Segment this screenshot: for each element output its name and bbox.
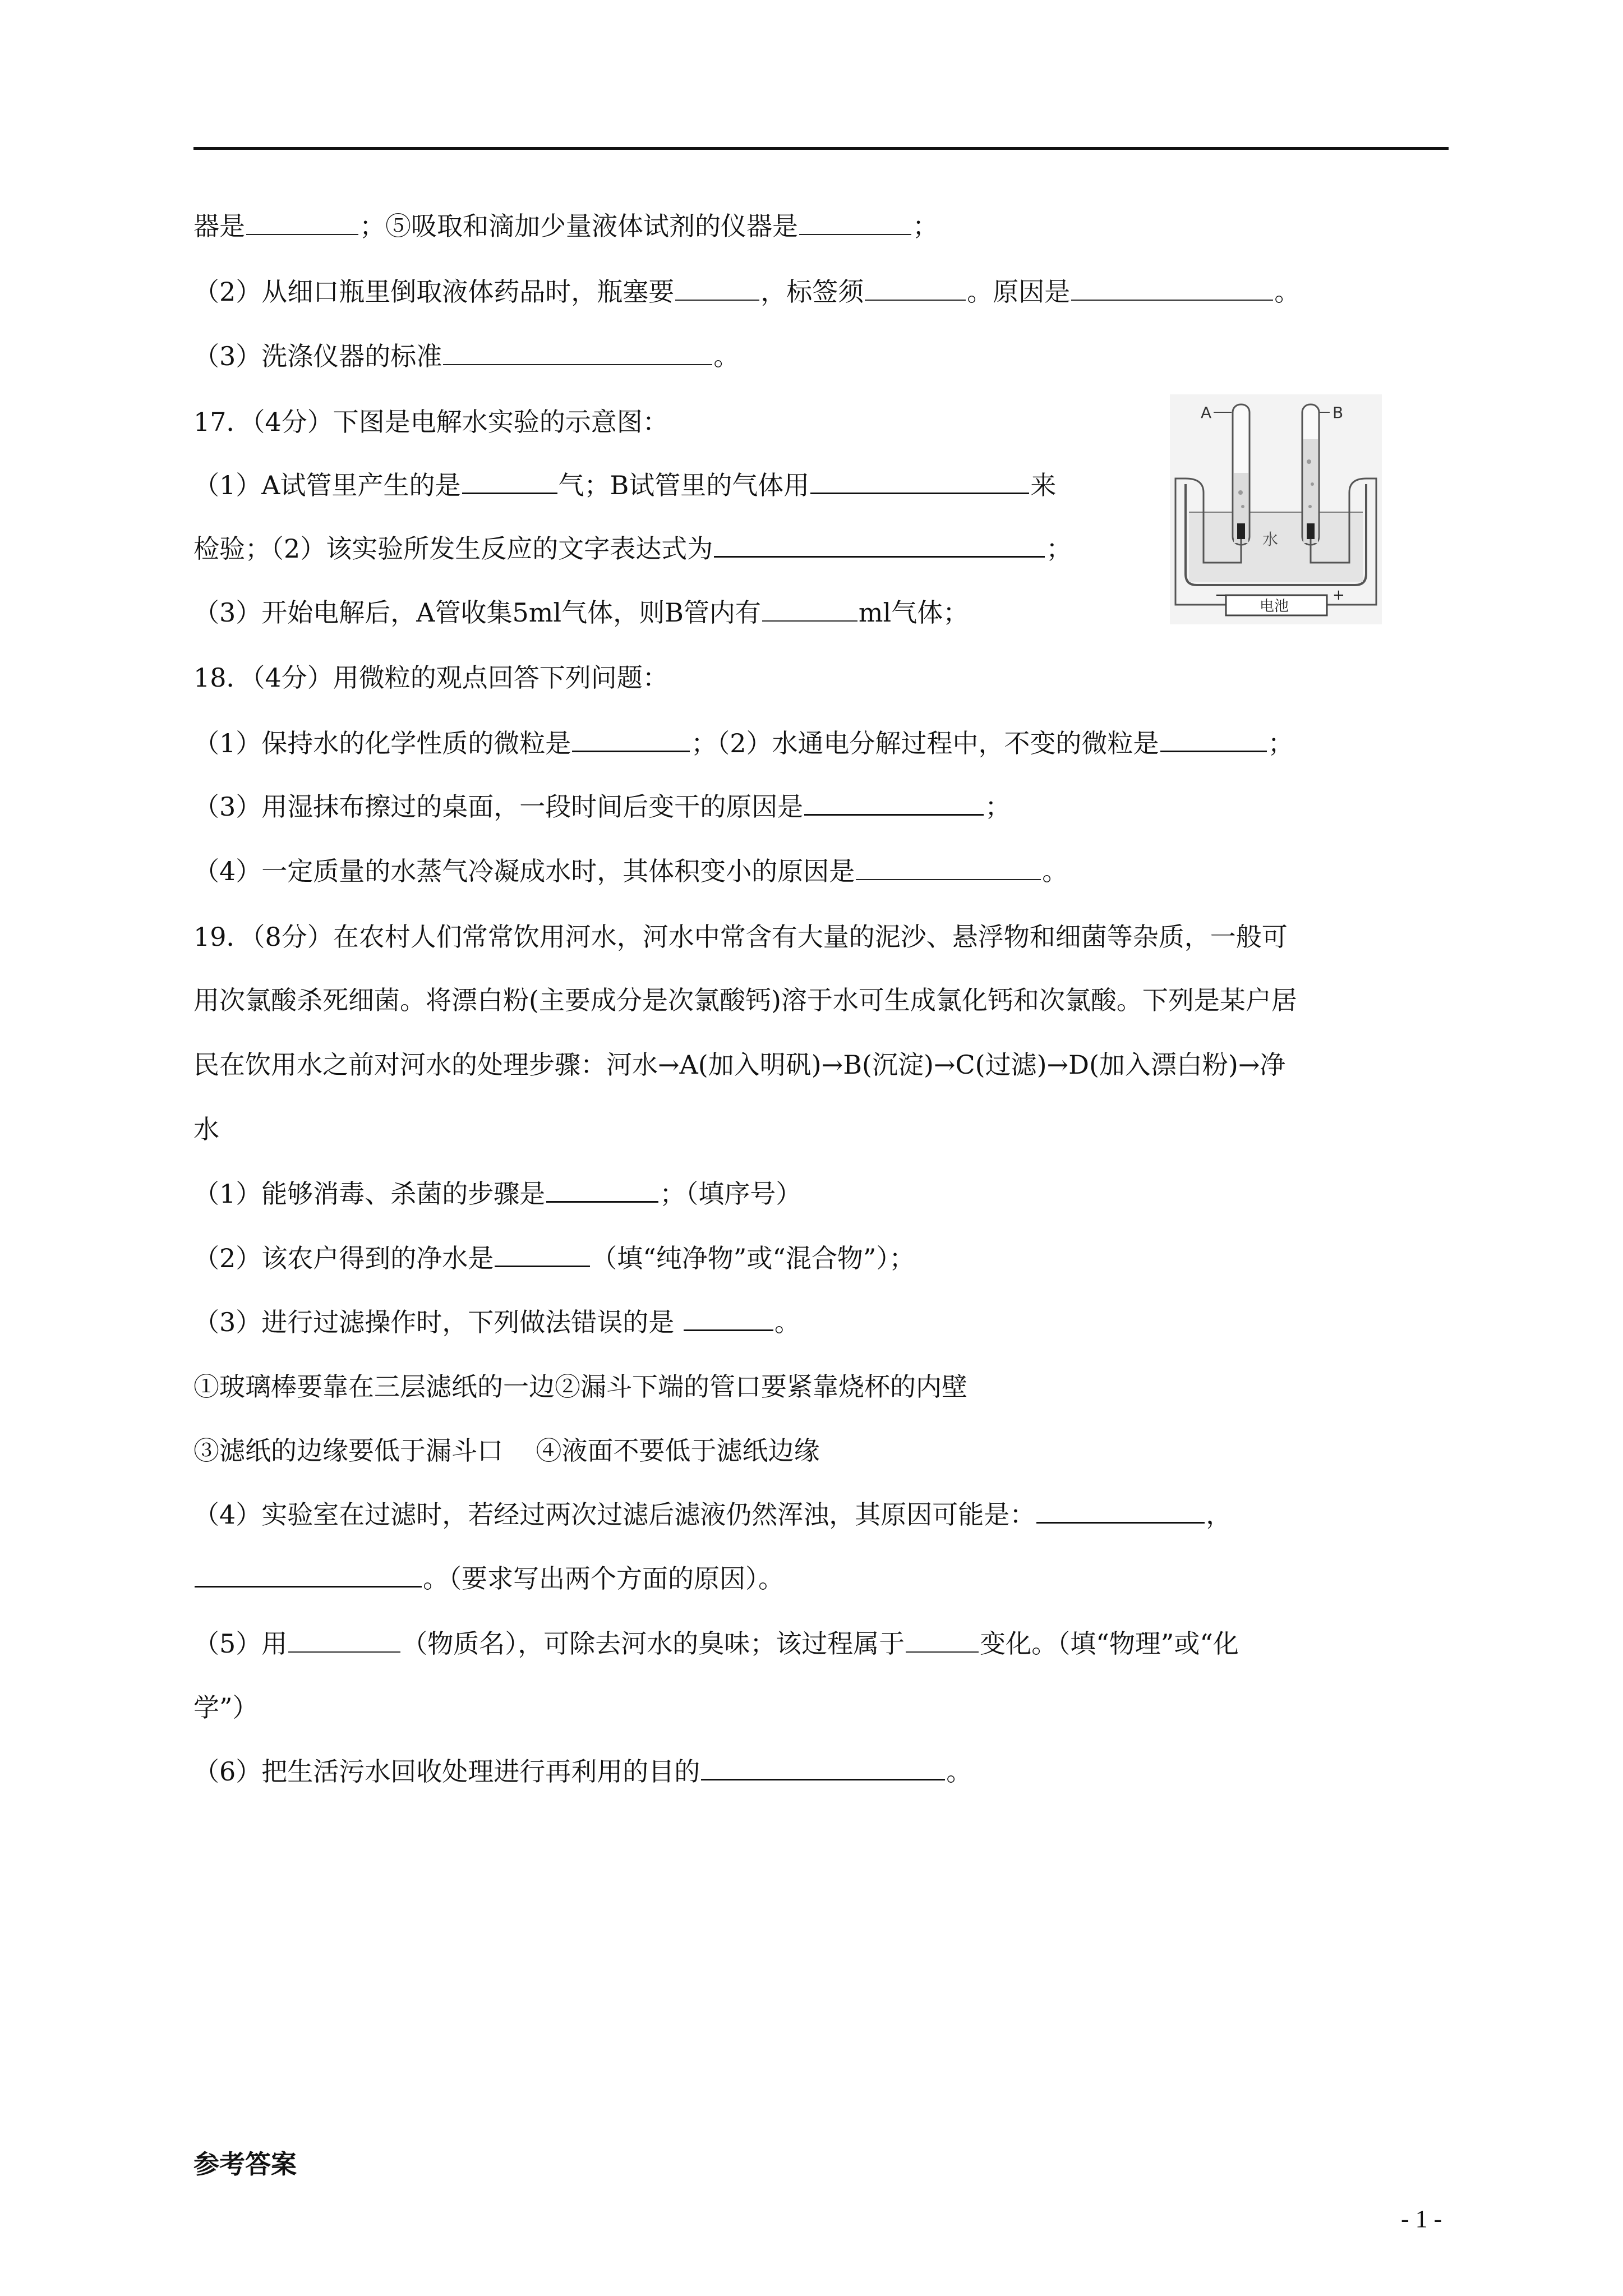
page-number: - 1 - [1401, 2205, 1442, 2233]
answer-blank[interactable] [865, 300, 966, 301]
line-6: 检验；（2）该实验所发生反应的文字表达式为 ； [193, 533, 1072, 564]
answer-blank[interactable] [443, 364, 712, 365]
answer-blank[interactable] [1071, 300, 1273, 301]
line-3: （3）洗涤仪器的标准 。 [193, 341, 740, 371]
answer-blank[interactable] [675, 300, 759, 301]
tube-b-label: B [1332, 403, 1344, 422]
line-5: （1）A试管里产生的是 气；B试管里的气体用 来 [193, 470, 1057, 500]
electrode-b [1307, 523, 1315, 539]
tube-a-label: A [1201, 403, 1212, 422]
line-23: （5）用 （物质名），可除去河水的臭味；该过程属于 变化。（填“物理”或“化 [193, 1628, 1239, 1659]
line-2: （2）从细口瓶里倒取液体药品时，瓶塞要 ，标签须 。原因是 。 [193, 277, 1301, 307]
answer-blank[interactable] [1160, 751, 1267, 752]
electrode-a [1237, 523, 1245, 539]
line-1: 器是 ；⑤吸取和滴加少量液体试剂的仪器是 ； [193, 211, 938, 241]
plus-sign: + [1332, 587, 1345, 604]
electrolysis-diagram [1170, 394, 1382, 624]
answer-blank[interactable] [856, 879, 1041, 880]
answer-blank[interactable] [684, 1329, 773, 1331]
answer-blank[interactable] [495, 1266, 590, 1267]
option-line-2: ③滤纸的边缘要低于漏斗口 ④液面不要低于滤纸边缘 [193, 1435, 820, 1466]
line-10: （3）用湿抹布擦过的桌面，一段时间后变干的原因是 ； [193, 792, 1011, 822]
line-18: （3）进行过滤操作时，下列做法错误的是 。 [193, 1307, 800, 1337]
water-label: 水 [1262, 530, 1279, 549]
question-19-line-2: 用次氯酸杀死细菌。将漂白粉(主要成分是次氯酸钙)溶于水可生成氯化钙和次氯酸。下列是某户居 [193, 985, 1297, 1015]
minus-sign: − [1215, 587, 1227, 604]
question-19-line-4: 水 [193, 1114, 219, 1144]
answer-blank[interactable] [246, 234, 358, 235]
line-21: （4）实验室在过滤时，若经过两次过滤后滤液仍然浑浊，其原因可能是： ， [193, 1499, 1232, 1530]
answer-blank[interactable] [195, 1586, 422, 1588]
header-rule [193, 147, 1449, 150]
question-19-line-1: 19．（8分）在农村人们常常饮用河水，河水中常含有大量的泥沙、悬浮物和细菌等杂质，一般可 [193, 922, 1288, 952]
answer-blank[interactable] [799, 234, 911, 235]
answer-blank[interactable] [762, 620, 857, 622]
question-17-title: 17．（4分）下图是电解水实验的示意图： [193, 407, 668, 437]
answer-blank[interactable] [906, 1651, 979, 1653]
line-16: （1）能够消毒、杀菌的步骤是 ；（填序号） [193, 1179, 802, 1209]
line-11: （4）一定质量的水蒸气冷凝成水时，其体积变小的原因是 。 [193, 856, 1068, 886]
line-25: （6）把生活污水回收处理进行再利用的目的 。 [193, 1756, 972, 1787]
answer-blank[interactable] [546, 1201, 658, 1203]
line-9: （1）保持水的化学性质的微粒是 ；（2）水通电分解过程中，不变的微粒是 ； [193, 728, 1294, 758]
answer-blank[interactable] [572, 751, 690, 752]
question-19-line-3: 民在饮用水之前对河水的处理步骤：河水→A(加入明矾)→B(沉淀)→C(过滤)→D(加入漂白粉)→净 [193, 1050, 1286, 1080]
question-18-title: 18．（4分）用微粒的观点回答下列问题： [193, 662, 668, 693]
answer-blank[interactable] [288, 1651, 400, 1653]
line-7: （3）开始电解后，A管收集5ml气体，则B管内有 ml气体； [193, 597, 969, 628]
answer-blank[interactable] [810, 493, 1029, 494]
answer-blank[interactable] [701, 1779, 945, 1780]
line-17: （2）该农户得到的净水是 （填“纯净物”或“混合物”）； [193, 1243, 915, 1273]
line-22: 。（要求写出两个方面的原因）。 [193, 1562, 784, 1595]
battery-label: 电池 [1260, 598, 1289, 615]
answer-blank[interactable] [1036, 1522, 1205, 1524]
answer-blank[interactable] [462, 493, 557, 494]
option-line-1: ①玻璃棒要靠在三层滤纸的一边②漏斗下端的管口要紧靠烧杯的内壁 [193, 1372, 967, 1402]
answer-heading: 参考答案 [193, 2149, 297, 2179]
line-24: 学”） [193, 1692, 259, 1723]
answer-blank[interactable] [804, 814, 984, 816]
answer-blank[interactable] [714, 556, 1045, 558]
